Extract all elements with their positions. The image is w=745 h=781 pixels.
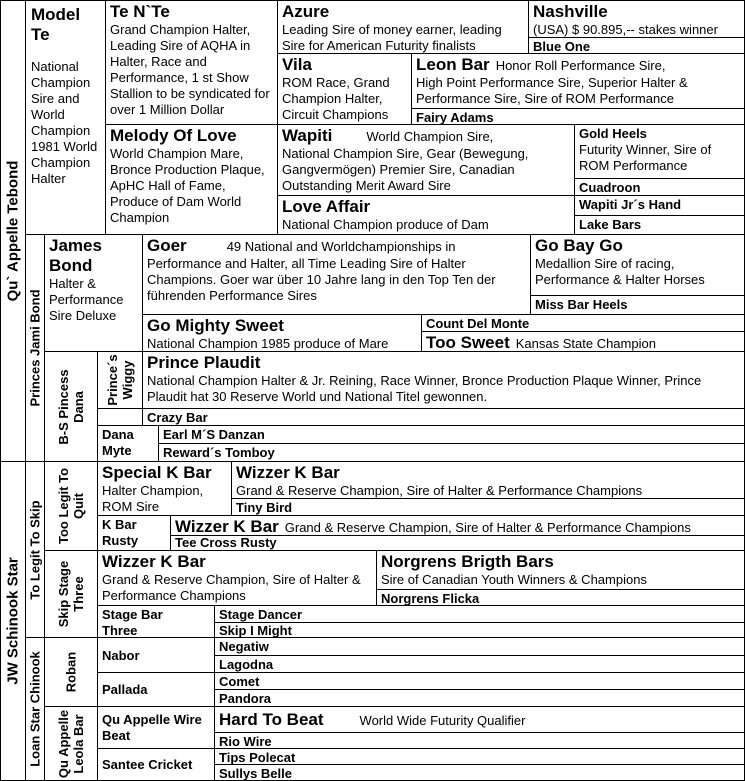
horse-desc: National Champion 1985 produce of Mare — [147, 336, 389, 351]
horse-name: Wapiti Jr´s Hand — [579, 197, 682, 212]
horse-roban: Roban — [44, 637, 98, 707]
horse-earl-ms-danzan — [158, 425, 745, 444]
horse-qu-appelle-wire-beat — [97, 706, 215, 749]
horse-name: Wizzer K Bar — [175, 517, 279, 536]
horse-james-bond — [44, 234, 143, 352]
horse-too-sweet — [421, 331, 745, 352]
horse-desc: Performance and Halter, all Time Leading Sire of Halter Champions. Goer war über 10 Jahre lang in den Top Ten der führenden Performance Sires — [147, 256, 496, 303]
horse-desc: Grand Champion Halter, Leading Sire of AQHA in Halter, Race and Performance, 1 st Show Stallion to be syndicated for over 1 Million Dollar — [110, 22, 270, 117]
horse-name: Dana Myte — [102, 427, 134, 458]
horse-name: Model Te — [31, 5, 81, 44]
horse-hard-to-beat — [214, 706, 745, 733]
horse-lagodna — [214, 655, 745, 673]
horse-name: Tee Cross Rusty — [175, 535, 277, 550]
horse-name: Negatiw — [219, 639, 269, 654]
horse-name: Sullys Belle — [219, 766, 292, 781]
horse-name: Fairy Adams — [416, 110, 494, 125]
horse-desc: Grand & Reserve Champion, Sire of Halter & Performance Champions — [236, 483, 643, 498]
horse-name: Wizzer K Bar — [102, 552, 206, 571]
horse-negatiw — [214, 637, 745, 656]
horse-special-k-bar — [97, 461, 232, 516]
horse-leon-bar — [411, 53, 745, 109]
horse-name: Qu Appelle Wire Beat — [102, 712, 202, 743]
horse-name: Love Affair — [282, 197, 371, 216]
horse-desc: Futurity Winner, Sire of ROM Performance — [579, 142, 712, 173]
horse-desc: Sire of Canadian Youth Winners & Champions — [381, 572, 647, 587]
horse-loan-star-chinook: Loan Star Chinook — [25, 637, 45, 781]
horse-go-mighty-sweet — [142, 314, 422, 352]
horse-name: Comet — [219, 674, 260, 689]
horse-azure — [277, 0, 529, 54]
horse-count-del-monte — [421, 314, 745, 332]
horse-name: Norgrens Flicka — [381, 591, 480, 606]
horse-name: Wapiti — [282, 126, 333, 145]
horse-lake-bars — [574, 215, 745, 235]
horse-norgrens-flicka — [376, 589, 745, 606]
horse-sullys-belle — [214, 764, 745, 781]
horse-nashville — [528, 0, 745, 38]
horse-name: Santee Cricket — [102, 757, 193, 772]
horse-tee-cross-rusty — [170, 535, 745, 551]
horse-name: Goer — [147, 236, 187, 255]
horse-desc-inline: Grand & Reserve Champion, Sire of Halter & Performance Champions — [284, 520, 691, 535]
dam-princes-jami-bond: Princes Jami Bond — [25, 234, 45, 462]
horse-blue-one — [528, 37, 745, 54]
horse-love-affair — [277, 195, 575, 235]
horse-qu-appelle-leola-bar: Qu Appelle Leola Bar — [44, 706, 98, 781]
horse-prince-plaudit — [142, 351, 745, 409]
horse-skip-i-might — [214, 622, 745, 638]
horse-desc: Leading Sire of money earner, leading Sire for American Futurity finalists — [282, 22, 502, 53]
horse-desc-inline: Honor Roll Performance Sire, — [495, 58, 666, 73]
horse-miss-bar-heels — [530, 295, 745, 315]
horse-desc: High Point Performance Sire, Superior Halter & Performance Sire, Sire of ROM Performance — [416, 75, 688, 106]
horse-name: Prince Plaudit — [147, 353, 261, 372]
horse-k-bar-rusty — [97, 515, 171, 551]
horse-desc: Grand & Reserve Champion, Sire of Halter & Performance Champions — [102, 572, 361, 603]
horse-tips-polecat — [214, 748, 745, 765]
horse-bs-princess-dana: B-S Pincess Dana — [44, 351, 98, 462]
horse-name: Pallada — [102, 682, 148, 697]
horse-name: Melody Of Love — [110, 126, 237, 145]
horse-melody-of-love — [105, 124, 278, 235]
horse-go-bay-go — [530, 234, 745, 296]
horse-cuadroon — [574, 178, 745, 196]
horse-skip-stage-three: Skip Stage Three — [44, 550, 98, 638]
horse-desc-inline: 49 National and Worldchampionships in — [226, 239, 456, 254]
horse-wizzer-k-bar — [231, 461, 745, 499]
horse-name: Go Bay Go — [535, 236, 623, 255]
horse-stage-dancer — [214, 605, 745, 623]
horse-gold-heels — [574, 124, 745, 179]
horse-wizzer-k-bar — [97, 550, 377, 606]
horse-rio-wire — [214, 732, 745, 749]
horse-wapiti-jrs-hand — [574, 195, 745, 216]
horse-te-n-te — [105, 0, 278, 125]
horse-name: Hard To Beat — [219, 710, 324, 729]
horse-desc-inline: World Champion Sire, — [366, 129, 494, 144]
horse-name: Crazy Bar — [147, 410, 208, 425]
horse-name: Tips Polecat — [219, 750, 296, 765]
horse-rewards-tomboy — [158, 443, 745, 462]
horse-name: Lagodna — [219, 657, 274, 672]
horse-too-legit-to-quit: Too Legit To Quit — [44, 461, 98, 551]
horse-comet — [214, 672, 745, 690]
horse-name: Nashville — [533, 2, 608, 21]
horse-santee-cricket — [97, 748, 215, 781]
horse-name: Miss Bar Heels — [535, 297, 628, 312]
horse-desc: National Champion Sire and World Champion 1981 World Champion Halter — [31, 59, 98, 186]
horse-name: Cuadroon — [579, 180, 641, 195]
horse-desc: Halter Champion, ROM Sire — [102, 483, 204, 514]
horse-crazy-bar — [142, 408, 745, 426]
horse-name: Stage Dancer — [219, 607, 303, 622]
horse-princes-wiggy: Prince´s Wiggy — [97, 351, 143, 409]
sire-qu-appelle-tebond: Qu` Appelle Tebond — [0, 0, 26, 462]
horse-desc: World Champion Mare, Bronce Production Plaque, ApHC Hall of Fame, Produce of Dam World Champion — [110, 146, 265, 225]
horse-wizzer-k-bar — [170, 515, 745, 536]
horse-model-te — [25, 0, 106, 235]
horse-desc: National Champion produce of Dam — [282, 217, 489, 232]
horse-desc: National Champion Halter & Jr. Reining, Race Winner, Bronce Production Plaque Winner, Prince Plaudit hat 30 Reserve World und National Titel gewonnen. — [147, 373, 702, 404]
horse-name: Nabor — [102, 648, 140, 663]
horse-dana-myte — [97, 425, 159, 462]
horse-desc: Halter & Performance Sire Deluxe — [49, 276, 124, 323]
horse-fairy-adams — [411, 108, 745, 125]
horse-name: Azure — [282, 2, 330, 21]
horse-name: Reward´s Tomboy — [163, 445, 275, 460]
horse-name: K Bar Rusty — [102, 517, 139, 548]
horse-name: Vila — [282, 55, 312, 74]
horse-desc-inline: World Wide Futurity Qualifier — [359, 713, 526, 728]
horse-goer — [142, 234, 531, 315]
horse-name: Count Del Monte — [426, 316, 530, 331]
horse-name: Norgrens Brigth Bars — [381, 552, 554, 571]
horse-name: Blue One — [533, 39, 591, 54]
horse-stage-bar-three — [97, 605, 215, 638]
horse-wapiti — [277, 124, 575, 196]
horse-name: Special K Bar — [102, 463, 212, 482]
horse-pallada — [97, 672, 215, 707]
horse-name: Pandora — [219, 691, 272, 706]
horse-norgrens-brigth-bars — [376, 550, 745, 590]
horse-desc: National Champion Sire, Gear (Bewegung, Gangvermögen) Premier Sire, Canadian Outstanding Merit Award Sire — [282, 146, 529, 193]
horse-desc-inline: Kansas State Champion — [515, 336, 656, 351]
horse-name: Earl M´S Danzan — [163, 427, 265, 442]
horse-vila — [277, 53, 412, 125]
horse-name: Tiny Bird — [236, 500, 293, 515]
horse-name: James Bond — [49, 236, 102, 275]
horse-tiny-bird — [231, 498, 745, 516]
horse-desc: Medallion Sire of racing, Performance & Halter Horses — [535, 256, 705, 287]
horse-name: Skip I Might — [219, 623, 292, 638]
horse-name: Lake Bars — [579, 217, 642, 232]
horse-name: Go Mighty Sweet — [147, 316, 284, 335]
horse-name: Gold Heels — [579, 126, 647, 141]
horse-name: Te N`Te — [110, 2, 170, 21]
horse-nabor — [97, 637, 215, 673]
horse-pandora — [214, 689, 745, 707]
horse-name: Leon Bar — [416, 55, 490, 74]
horse-name: Too Sweet — [426, 333, 510, 352]
horse-desc: (USA) $ 90.895,-- stakes winner — [533, 22, 718, 37]
horse-to-legit-to-skip: To Legit To Skip — [25, 461, 45, 638]
horse-name: Wizzer K Bar — [236, 463, 340, 482]
sire-jw-schinook-star: JW Schinook Star — [0, 461, 26, 781]
horse-desc: ROM Race, Grand Champion Halter, Circuit Champions — [282, 75, 390, 122]
horse-name: Rio Wire — [219, 734, 272, 749]
horse-name: Stage Bar Three — [102, 607, 163, 638]
